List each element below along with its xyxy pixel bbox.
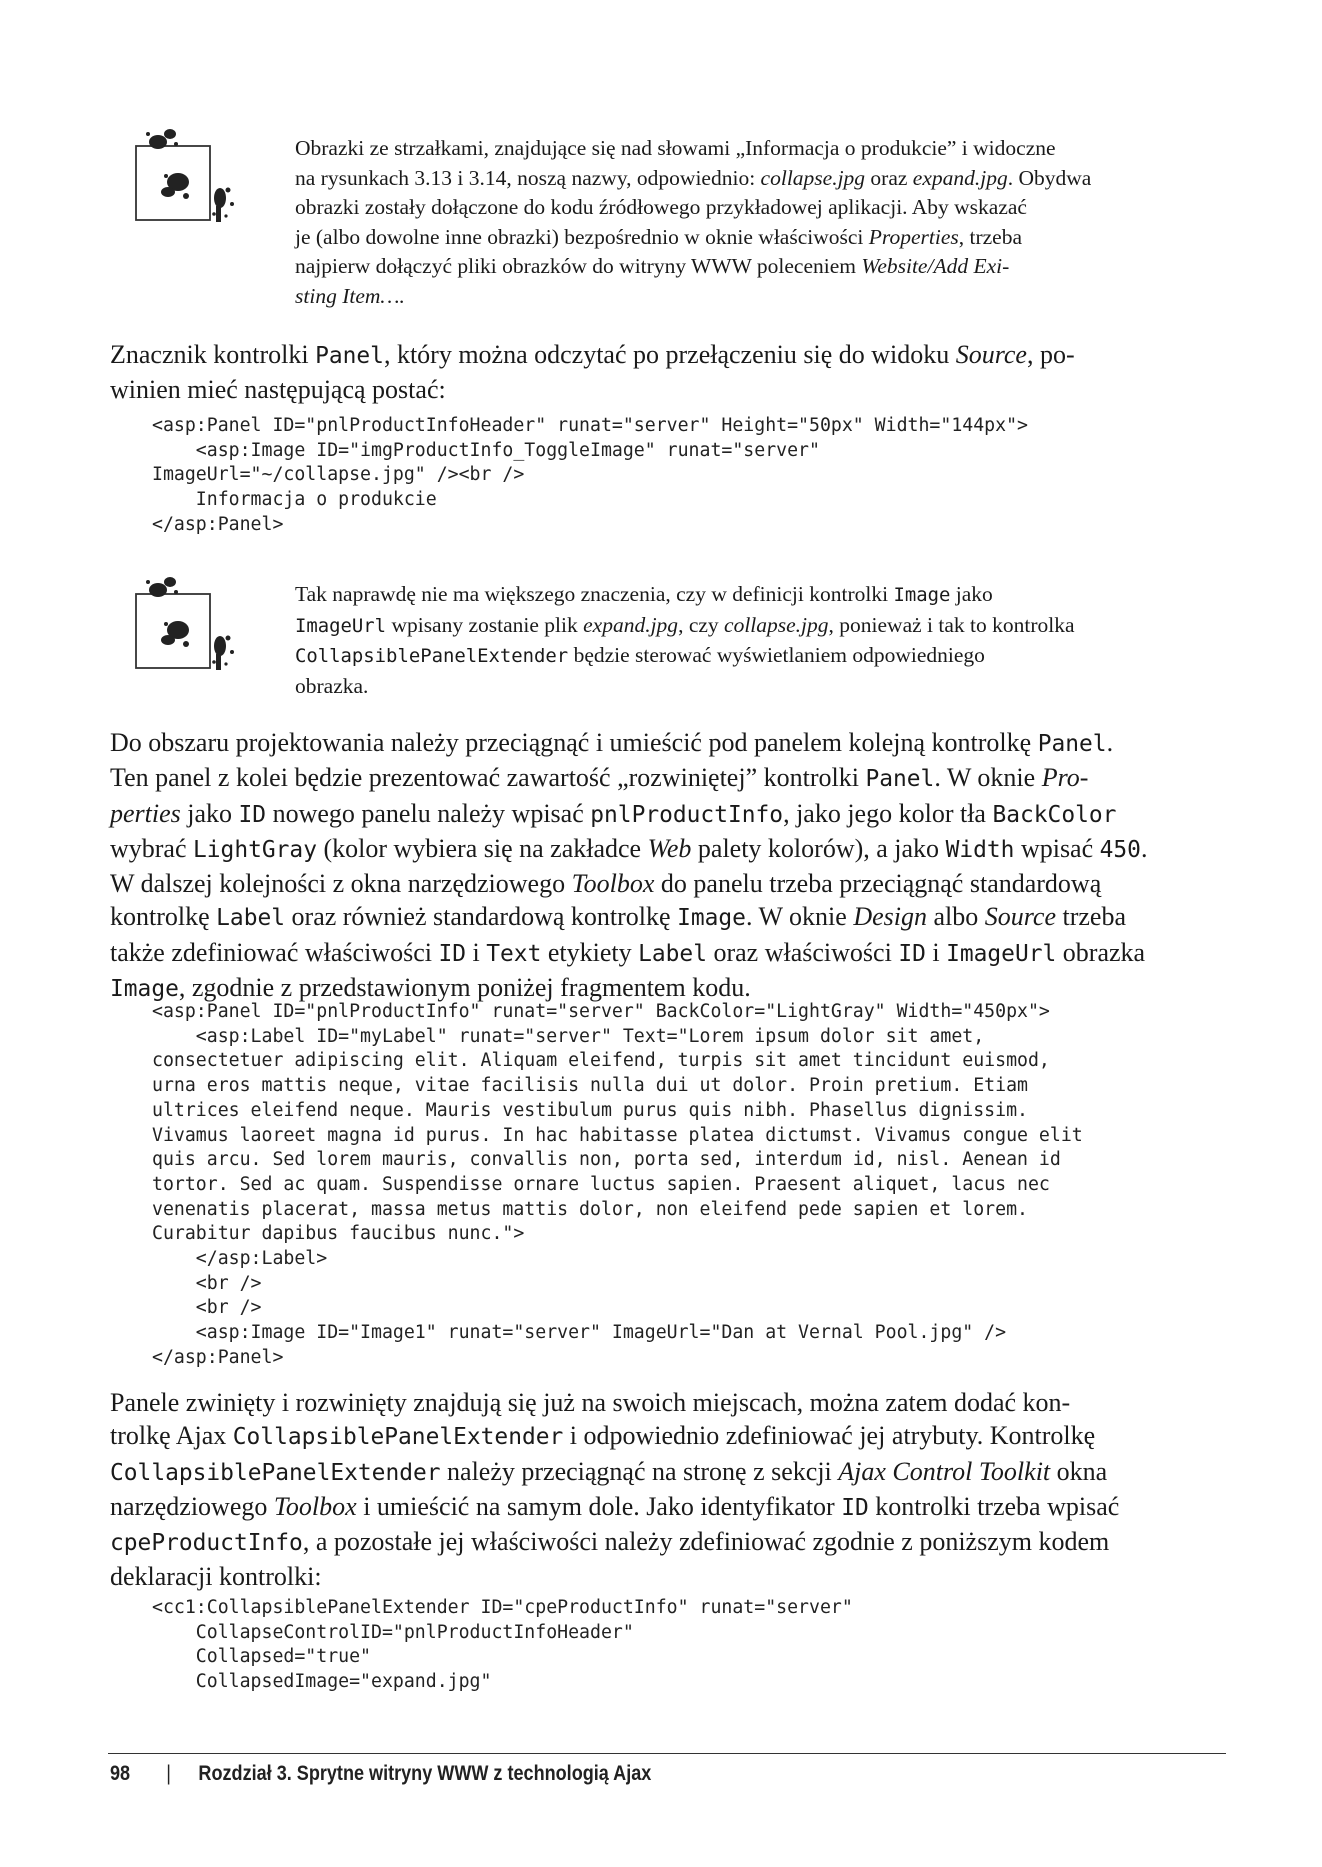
code-term: CollapsiblePanelExtender [295, 645, 569, 668]
term-design: Design [853, 902, 927, 932]
para-line [110, 900, 1222, 935]
tip-note-2 [132, 568, 1202, 708]
text-run: , zgodnie z przedstawionym poniżej fragmentem kodu. [178, 973, 751, 1003]
code-term: Width [945, 836, 1015, 863]
note-line [295, 611, 1200, 642]
text-run: nowego panelu należy wpisać [266, 798, 591, 828]
filename-collapse: collapse.jpg [724, 612, 829, 637]
para-line [110, 373, 1222, 406]
tip-note-1 [132, 120, 1202, 320]
text-run: albo [926, 902, 985, 932]
tip-note-2-text [295, 580, 1200, 701]
text-run: oraz [865, 165, 913, 190]
text-run: i [466, 937, 487, 967]
code-term: ImageUrl [946, 940, 1057, 967]
para-line [110, 1525, 1222, 1560]
text-run: Znacznik kontrolki [110, 340, 316, 369]
page-number: 98 [110, 1762, 131, 1785]
term-web: Web [647, 833, 692, 863]
term-ajax-control-toolkit: Ajax Control Toolkit [838, 1456, 1051, 1486]
code-listing-3: <cc1:CollapsiblePanelExtender ID="cpeProductInfo" runat="server" CollapseControlID="pnlProductInfoHeader" Collapsed="true" CollapsedImage="expand.jpg" [152, 1597, 853, 1693]
page-footer [110, 1759, 651, 1789]
note-line [295, 252, 1200, 282]
text-run: obrazki zostały dołączone do kodu źródłowego przykładowej aplikacji. Aby wskazać [295, 195, 1027, 220]
text-run: wybrać [110, 833, 194, 863]
footer-rule [108, 1753, 1226, 1754]
code-term: cpeProductInfo [110, 1530, 303, 1557]
para-line [110, 338, 1222, 373]
text-run: Obrazki ze strzałkami, znajdujące się nad słowami „Informacja o produkcie” i widoczne [295, 136, 1056, 160]
note-line [295, 223, 1200, 253]
code-term: LightGray [193, 836, 317, 863]
text-run: trzeba [1055, 902, 1126, 932]
term-source: Source [984, 902, 1056, 932]
note-line [295, 134, 1200, 164]
text-run: Panele zwinięty i rozwinięty znajdują się już na swoich miejscach, można zatem dodać kon- [110, 1388, 1071, 1417]
text-run: jako [180, 798, 239, 828]
text-run: , trzeba [958, 224, 1022, 249]
chapter-title: Rozdział 3. Sprytne witryny WWW z technologią Ajax [198, 1762, 652, 1785]
paragraph-3 [110, 1386, 1222, 1594]
term-toolbox: Toolbox [571, 869, 655, 899]
text-run: Tak naprawdę nie ma większego znaczenia, czy w definicji kontrolki [295, 582, 894, 606]
text-run: okna [1050, 1456, 1108, 1486]
code-term: Text [486, 940, 542, 967]
text-run: trolkę Ajax [110, 1421, 233, 1451]
code-term: Image [893, 584, 951, 606]
text-run: . [1106, 728, 1114, 757]
text-run: także zdefiniować właściwości [110, 937, 439, 967]
code-term: Image [677, 905, 746, 932]
text-run: wpisany zostanie plik [386, 612, 584, 637]
text-run: kontrolkę [110, 902, 217, 932]
text-run: winien mieć następującą postać: [110, 375, 446, 405]
text-run: Do obszaru projektowania należy przeciągnąć i umieścić pod panelem kolejną kontrolkę [110, 728, 1038, 757]
text-run: obrazka [1056, 937, 1146, 967]
para-line [110, 797, 1222, 832]
code-term: Label [638, 940, 707, 967]
para-line [110, 1419, 1222, 1454]
para-line [110, 761, 1222, 796]
code-term: ID [898, 940, 926, 967]
filename-expand: expand.jpg [912, 165, 1008, 190]
text-run: będzie sterować wyświetlaniem odpowiedniego [568, 643, 985, 668]
paragraph-1 [110, 338, 1222, 407]
code-term: ID [438, 940, 467, 967]
term-properties: perties [110, 798, 181, 828]
filename-expand: expand.jpg [583, 612, 679, 637]
note-line [295, 641, 1200, 672]
text-run: , po- [1026, 340, 1075, 369]
text-run: najpierw dołączyć pliki obrazków do witryny WWW poleceniem [295, 254, 862, 279]
code-term: BackColor [992, 801, 1117, 828]
term-source: Source [955, 340, 1027, 369]
note-line [295, 193, 1200, 223]
para-line [110, 1560, 1222, 1593]
code-term: Panel [1037, 731, 1107, 757]
code-term: ID [841, 1494, 869, 1521]
text-run: i odpowiednio zdefiniować jej atrybuty. Kontrolkę [563, 1421, 1096, 1451]
filename-collapse: collapse.jpg [760, 165, 866, 190]
text-run: . Obydwa [1007, 165, 1092, 190]
text-run: . W oknie [934, 763, 1042, 793]
text-run: deklaracji kontrolki: [110, 1562, 322, 1592]
raccoon-tip-icon [132, 568, 247, 678]
note-line [295, 282, 1200, 312]
para-line [110, 726, 1222, 761]
code-term: Panel [865, 766, 935, 793]
para-line [110, 1386, 1222, 1419]
term-toolbox: Toolbox [273, 1491, 357, 1521]
code-listing-2: <asp:Panel ID="pnlProductInfo" runat="server" BackColor="LightGray" Width="450px"> <asp:Label ID="myLabel" runat="server" Text="Lorem ipsum dolor sit amet, consectetuer adipiscing elit. Aliquam eleifend, turpis sit amet tincidunt euismod, urna eros mattis neque, vitae facilisis nulla dui ut dolor. Proin pretium. Etiam ultrices eleifend neque. Mauris vestibulum purus quis nibh. Phasellus dignissim. Vivamus laoreet magna id purus. In hac habitasse platea dictumst. Vivamus congue elit quis arcu. Sed lorem mauris, convallis non, porta sed, interdum id, nisl. Aenean id tortor. Sed ac quam. Suspendisse ornare luctus sapien. Praesent aliquet, lacus nec venenatis placerat, massa metus mattis dolor, non eleifend pede sapien et lorem. Curabitur dapibus faucibus nunc."> </asp:Label> <br /> <br /> <asp:Image ID="Image1" runat="server" ImageUrl="Dan at Vernal Pool.jpg" /> </asp:Panel> [152, 1001, 1083, 1368]
code-term: Label [216, 905, 286, 932]
text-run: W dalszej kolejności z okna narzędziowego [110, 869, 572, 899]
para-line [110, 936, 1222, 971]
code-term: CollapsiblePanelExtender [232, 1424, 564, 1451]
text-run: , czy [678, 612, 725, 637]
code-term: Panel [315, 343, 384, 369]
para-line [110, 1455, 1222, 1490]
footer-separator: | [166, 1762, 171, 1785]
text-run: , ponieważ i tak to kontrolka [828, 612, 1075, 637]
text-run: jako [950, 582, 993, 606]
tip-note-1-text [295, 134, 1200, 312]
paragraph-2 [110, 726, 1222, 1006]
text-run: (kolor wybiera się na zakładce [316, 833, 648, 863]
raccoon-tip-icon [132, 120, 247, 230]
text-run: wpisać [1014, 833, 1100, 863]
term-properties: Properties [868, 224, 959, 249]
para-line [110, 1490, 1222, 1525]
menu-path-end: sting Item…. [295, 283, 405, 308]
text-run: palety kolorów), a jako [691, 833, 946, 863]
menu-path: Website/Add Exi- [861, 254, 1010, 279]
text-run: narzędziowego [110, 1491, 274, 1521]
text-run: kontrolki trzeba wpisać [868, 1491, 1120, 1521]
code-listing-1: <asp:Panel ID="pnlProductInfoHeader" runat="server" Height="50px" Width="144px"> <asp:Image ID="imgProductInfo_ToggleImage" runat="server" ImageUrl="~/collapse.jpg" /><br /> Informacja o produkcie </asp:Panel> [152, 415, 1028, 535]
text-run: na rysunkach 3.13 i 3.14, noszą nazwy, odpowiednio: [295, 165, 761, 190]
para-line [110, 832, 1222, 867]
text-run: je (albo dowolne inne obrazki) bezpośrednio w oknie właściwości [295, 224, 869, 249]
text-run: i umieścić na samym dole. Jako identyfikator [356, 1491, 842, 1521]
text-run: obrazka. [295, 673, 369, 698]
code-term: pnlProductInfo [590, 801, 784, 828]
text-run: do panelu trzeba przeciągnąć standardową [654, 869, 1102, 899]
text-run: , który można odczytać po przełączeniu się do widoku [383, 340, 956, 369]
text-run: . W oknie [745, 902, 854, 932]
code-term: ID [238, 801, 267, 828]
text-run: i [925, 937, 947, 967]
note-line [295, 580, 1200, 611]
text-run: oraz właściwości [706, 937, 899, 967]
code-term: ImageUrl [295, 614, 387, 637]
code-term: Image [110, 976, 179, 1003]
para-line [110, 867, 1222, 900]
text-run: , a pozostałe jej właściwości należy zdefiniować zgodnie z poniższym kodem [302, 1527, 1110, 1557]
text-run: należy przeciągnąć na stronę z sekcji [440, 1456, 839, 1486]
text-run: etykiety [541, 937, 639, 967]
term-properties: Pro- [1041, 763, 1089, 793]
text-run: . [1140, 833, 1148, 863]
text-run: , jako jego kolor tła [783, 798, 993, 828]
note-line [295, 164, 1200, 194]
note-line [295, 672, 1200, 702]
code-term: 450 [1099, 836, 1141, 863]
text-run: oraz również standardową kontrolkę [285, 902, 678, 932]
code-term: CollapsiblePanelExtender [110, 1459, 441, 1486]
text-run: Ten panel z kolei będzie prezentować zawartość „rozwiniętej” kontrolki [110, 763, 866, 793]
